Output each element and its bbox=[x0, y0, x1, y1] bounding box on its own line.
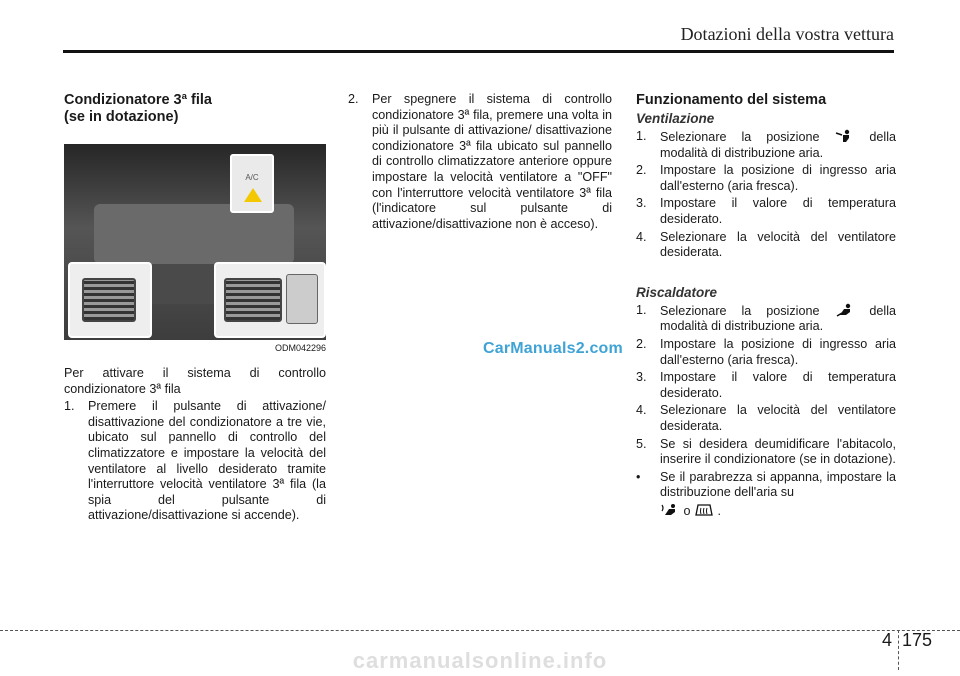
column-1 bbox=[64, 92, 326, 524]
subheading-ventilation: Ventilazione bbox=[636, 111, 715, 126]
intro-text: Per attivare il sistema di controllo condizionatore 3ª fila bbox=[64, 366, 326, 396]
list-item: 2. Per spegnere il sistema di controllo condizionatore 3ª fila, premere una volta in più il pulsante di attivazione/ disattivazione condizionatore 3ª fila ubicato sul pannello di controllo climatizzatore anteriore oppure impostare la velocità ventilatore a "OFF" con l'interruttore velocità ventilatore 3ª fila (l'indicatore sul pulsante di attivazione/disattivazione non è acceso). bbox=[348, 92, 612, 231]
running-header: Dotazioni della vostra vettura bbox=[680, 24, 894, 44]
vent-inset-left bbox=[68, 262, 152, 338]
column-3 bbox=[636, 92, 896, 519]
page-number: 175 bbox=[902, 630, 933, 650]
floor-vent-icon bbox=[834, 303, 854, 317]
list-item: 4. Selezionare la velocità del ventilatore desiderata. bbox=[636, 229, 896, 260]
list-item: 1. Selezionare la posizione della modalità di distribuzione aria. bbox=[636, 302, 896, 334]
air-vent-icon bbox=[224, 278, 282, 322]
seat-shape bbox=[94, 204, 294, 264]
air-vent-icon bbox=[82, 278, 136, 322]
rear-ac-figure bbox=[64, 144, 326, 354]
column-2 bbox=[348, 92, 612, 232]
figure-code: ODM042296 bbox=[64, 340, 326, 354]
defrost-icon bbox=[694, 503, 714, 517]
list-item: 5. Se si desidera deumidificare l'abitacolo, inserire il condizionatore (se in dotazione). bbox=[636, 436, 896, 467]
list-item: 1. Selezionare la posizione della modalità di distribuzione aria. bbox=[636, 129, 896, 160]
list-item: 1. Premere il pulsante di attivazione/ disattivazione del condizionatore a tre vie, ubicato sul pannello di controllo del climatizzatore e impostare la velocità del ventilatore al livello desiderato tramite l'interruttore velocità ventilatore 3ª fila (la spia del pulsante di attivazione/disattivazione si accende). bbox=[64, 399, 326, 523]
section-number: 4 bbox=[882, 630, 893, 650]
face-vent-icon bbox=[834, 129, 854, 143]
watermark-link[interactable]: CarManuals2.com bbox=[483, 340, 623, 357]
arrow-icon bbox=[244, 188, 262, 202]
vent-inset-right bbox=[214, 262, 326, 338]
list-item: 2. Impostare la posizione di ingresso aria dall'esterno (aria fresca). bbox=[636, 336, 896, 367]
list-item: 4. Selezionare la velocità del ventilatore desiderata. bbox=[636, 403, 896, 433]
footer-rule bbox=[0, 630, 960, 631]
subheading-heater: Riscaldatore bbox=[636, 284, 718, 300]
fan-dial-icon bbox=[286, 274, 318, 324]
ac-button-inset bbox=[230, 154, 274, 213]
list-item: 3. Impostare il valore di temperatura desiderato. bbox=[636, 196, 896, 226]
list-item: 3. Impostare il valore di temperatura desiderato. bbox=[636, 370, 896, 400]
ac-label: A/C bbox=[245, 173, 259, 182]
floor-defrost-icon bbox=[660, 503, 680, 517]
section-heading-3rd-row: Condizionatore 3ª fila (se in dotazione) bbox=[64, 92, 212, 125]
list-item: 2. Impostare la posizione di ingresso aria dall'esterno (aria fresca). bbox=[636, 163, 896, 193]
bullet-item: • Se il parabrezza si appanna, impostare la distribuzione dell'aria su o . bbox=[636, 469, 896, 518]
section-heading-operation: Funzionamento del sistema bbox=[636, 92, 827, 108]
site-watermark: carmanualsonline.info bbox=[352, 648, 608, 673]
header-rule bbox=[63, 50, 894, 53]
